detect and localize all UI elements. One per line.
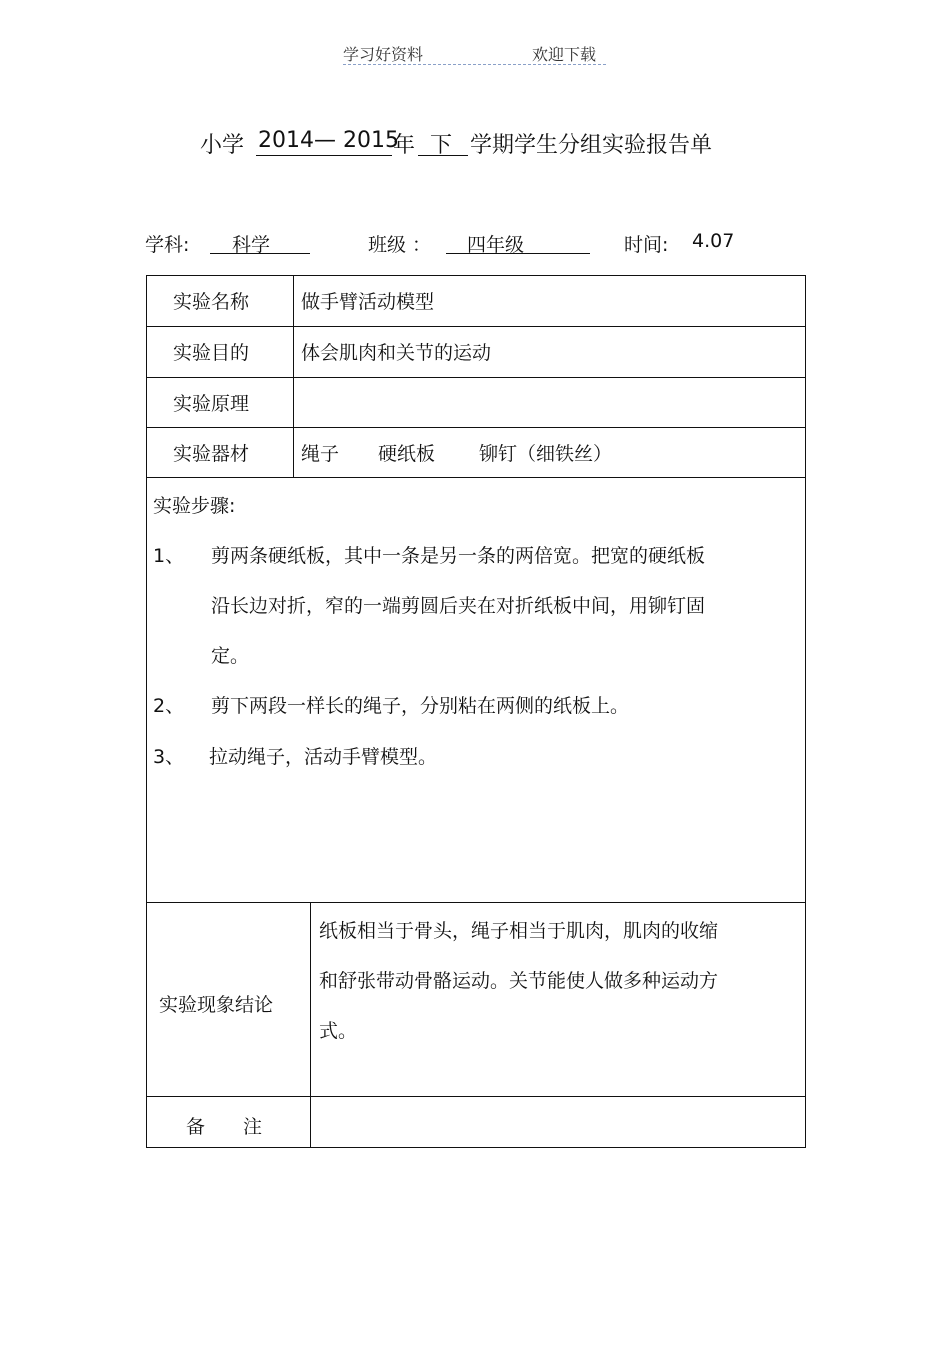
row-divider (146, 477, 806, 478)
row-divider (146, 326, 806, 327)
conclusion-line: 式。 (319, 1020, 358, 1042)
experiment-materials-label: 实验器材 (173, 443, 250, 465)
step-line: 沿长边对折，窄的一端剪圆后夹在对折纸板中间，用铆钉固 (211, 595, 706, 617)
row-divider (146, 427, 806, 428)
title-years: 2014— 2015 (258, 128, 399, 153)
header-right-text: 欢迎下载 (532, 45, 597, 64)
steps-label: 实验步骤: (153, 495, 236, 517)
title-term-underline (418, 155, 468, 156)
experiment-name-label: 实验名称 (173, 291, 250, 313)
row-divider (146, 1096, 806, 1097)
step-line: 定。 (211, 645, 250, 667)
title-term: 下 (430, 133, 453, 158)
material-item: 硬纸板 (378, 443, 436, 465)
step-line: 剪两条硬纸板，其中一条是另一条的两倍宽。把宽的硬纸板 (211, 545, 706, 567)
subject-underline (210, 253, 310, 254)
table-border-left (146, 275, 147, 1148)
title-prefix: 小学 (200, 133, 245, 158)
material-item: 绳子 (301, 443, 340, 465)
step-number: 1、 (153, 545, 185, 567)
experiment-name-value: 做手臂活动模型 (301, 291, 435, 313)
step-number: 2、 (153, 695, 185, 717)
step-number: 3、 (153, 746, 185, 768)
title-years-underline (256, 155, 392, 156)
time-label: 时间: (624, 234, 669, 256)
experiment-principle-label: 实验原理 (173, 393, 250, 415)
time-value: 4.07 (692, 230, 735, 252)
table-border-bottom (146, 1147, 806, 1148)
experiment-purpose-label: 实验目的 (173, 342, 250, 364)
row-divider (146, 902, 806, 903)
step-line: 拉动绳子，活动手臂模型。 (209, 746, 438, 768)
class-value: 四年级 (467, 234, 525, 256)
class-label: 班级 ： (368, 234, 432, 256)
header-left-text: 学习好资料 (343, 45, 424, 64)
header-divider (343, 64, 606, 65)
column-divider (293, 275, 294, 478)
subject-label: 学科: (145, 234, 190, 256)
class-underline (446, 253, 590, 254)
conclusion-line: 和舒张带动骨骼运动。关节能使人做多种运动方 (319, 970, 719, 992)
conclusion-label: 实验现象结论 (159, 994, 274, 1016)
subject-value: 科学 (232, 234, 271, 256)
remarks-label: 备 注 (186, 1116, 263, 1138)
title-year-char: 年 (393, 133, 416, 158)
column-divider (310, 902, 311, 1148)
row-divider (146, 377, 806, 378)
table-border-right (805, 275, 806, 1148)
table-border-top (146, 275, 806, 276)
experiment-purpose-value: 体会肌肉和关节的运动 (301, 342, 492, 364)
title-suffix: 学期学生分组实验报告单 (470, 133, 713, 158)
step-line: 剪下两段一样长的绳子，分别粘在两侧的纸板上。 (211, 695, 630, 717)
material-item: 铆钉（细铁丝） (479, 443, 613, 465)
conclusion-line: 纸板相当于骨头，绳子相当于肌肉，肌肉的收缩 (319, 920, 719, 942)
